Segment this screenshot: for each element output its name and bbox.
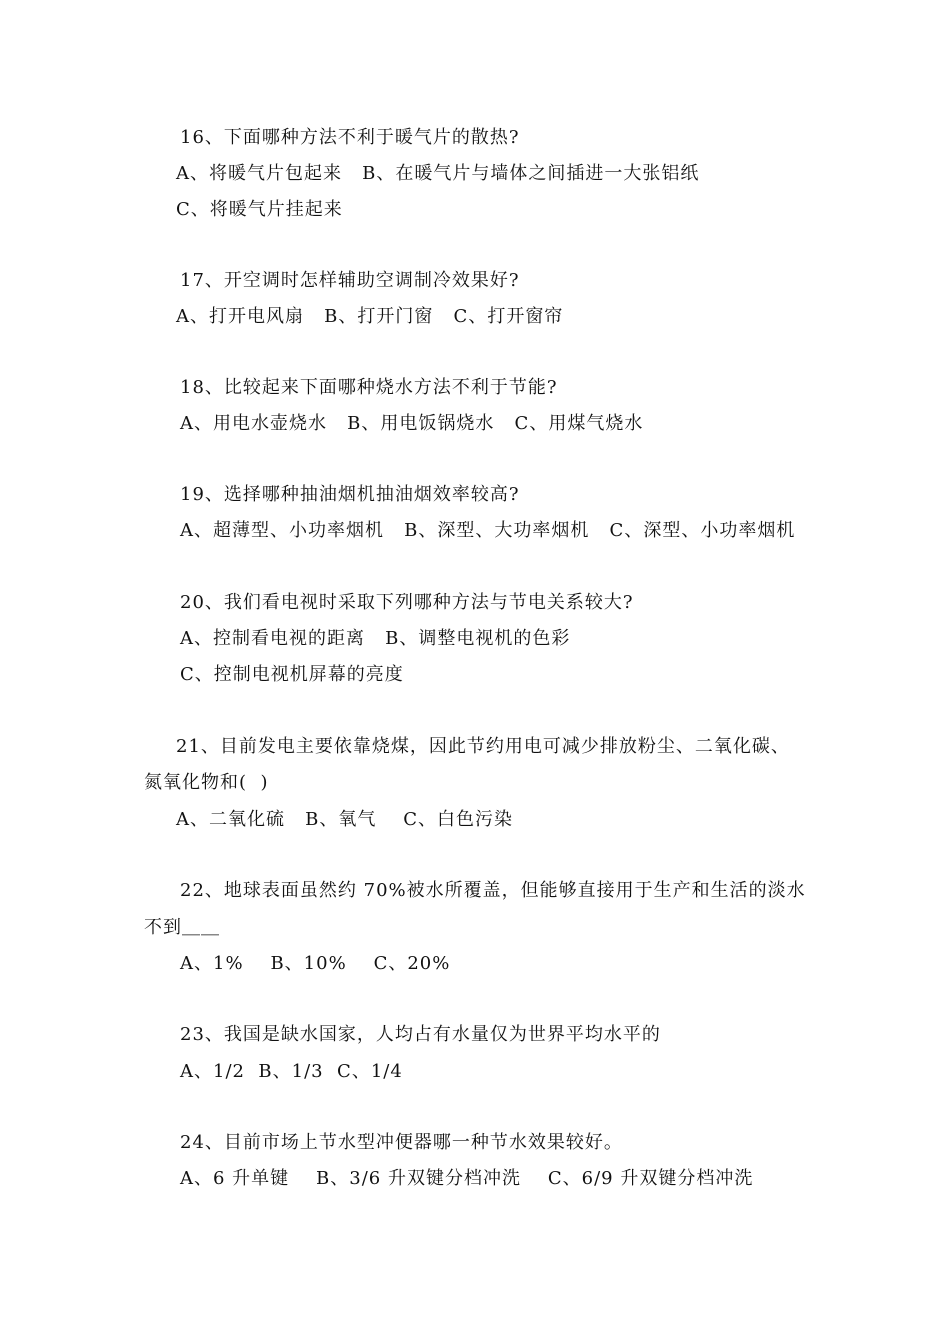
question-17-options: A、打开电风扇 B、打开门窗 C、打开窗帘	[176, 306, 564, 327]
question-19-stem: 19、选择哪种抽油烟机抽油烟效率较高?	[180, 484, 520, 505]
question-21-options: A、二氧化硫 B、氧气 C、白色污染	[176, 809, 514, 830]
question-22-stem-1: 22、地球表面虽然约 70%被水所覆盖，但能够直接用于生产和生活的淡水	[180, 880, 806, 901]
question-18-stem: 18、比较起来下面哪种烧水方法不利于节能?	[180, 377, 558, 398]
question-22-stem-2: 不到＿＿	[144, 917, 220, 938]
question-23-options: A、1/2 B、1/3 C、1/4	[180, 1061, 403, 1082]
question-20-stem: 20、我们看电视时采取下列哪种方法与节电关系较大?	[180, 592, 634, 613]
question-16-stem: 16、下面哪种方法不利于暖气片的散热?	[180, 127, 520, 148]
question-24-options: A、6 升单键 B、3/6 升双键分档冲洗 C、6/9 升双键分档冲洗	[180, 1168, 754, 1189]
question-22-options: A、1% B、10% C、20%	[180, 953, 451, 974]
question-20-options-1: A、控制看电视的距离 B、调整电视机的色彩	[180, 628, 571, 649]
question-16-options-2: C、将暖气片挂起来	[176, 199, 343, 220]
question-17-stem: 17、开空调时怎样辅助空调制冷效果好?	[180, 270, 520, 291]
question-24-stem: 24、目前市场上节水型冲便器哪一种节水效果较好。	[180, 1132, 623, 1153]
question-20-options-2: C、控制电视机屏幕的亮度	[180, 664, 404, 685]
question-19-options: A、超薄型、小功率烟机 B、深型、大功率烟机 C、深型、小功率烟机	[180, 520, 796, 541]
question-23-stem: 23、我国是缺水国家，人均占有水量仅为世界平均水平的	[180, 1024, 661, 1045]
question-16-options-1: A、将暖气片包起来 B、在暖气片与墙体之间插进一大张铝纸	[176, 163, 700, 184]
question-21-stem-2: 氮氧化物和( )	[144, 772, 269, 793]
question-21-stem-1: 21、目前发电主要依靠烧煤，因此节约用电可减少排放粉尘、二氧化碳、	[176, 736, 790, 757]
question-18-options: A、用电水壶烧水 B、用电饭锅烧水 C、用煤气烧水	[180, 413, 644, 434]
